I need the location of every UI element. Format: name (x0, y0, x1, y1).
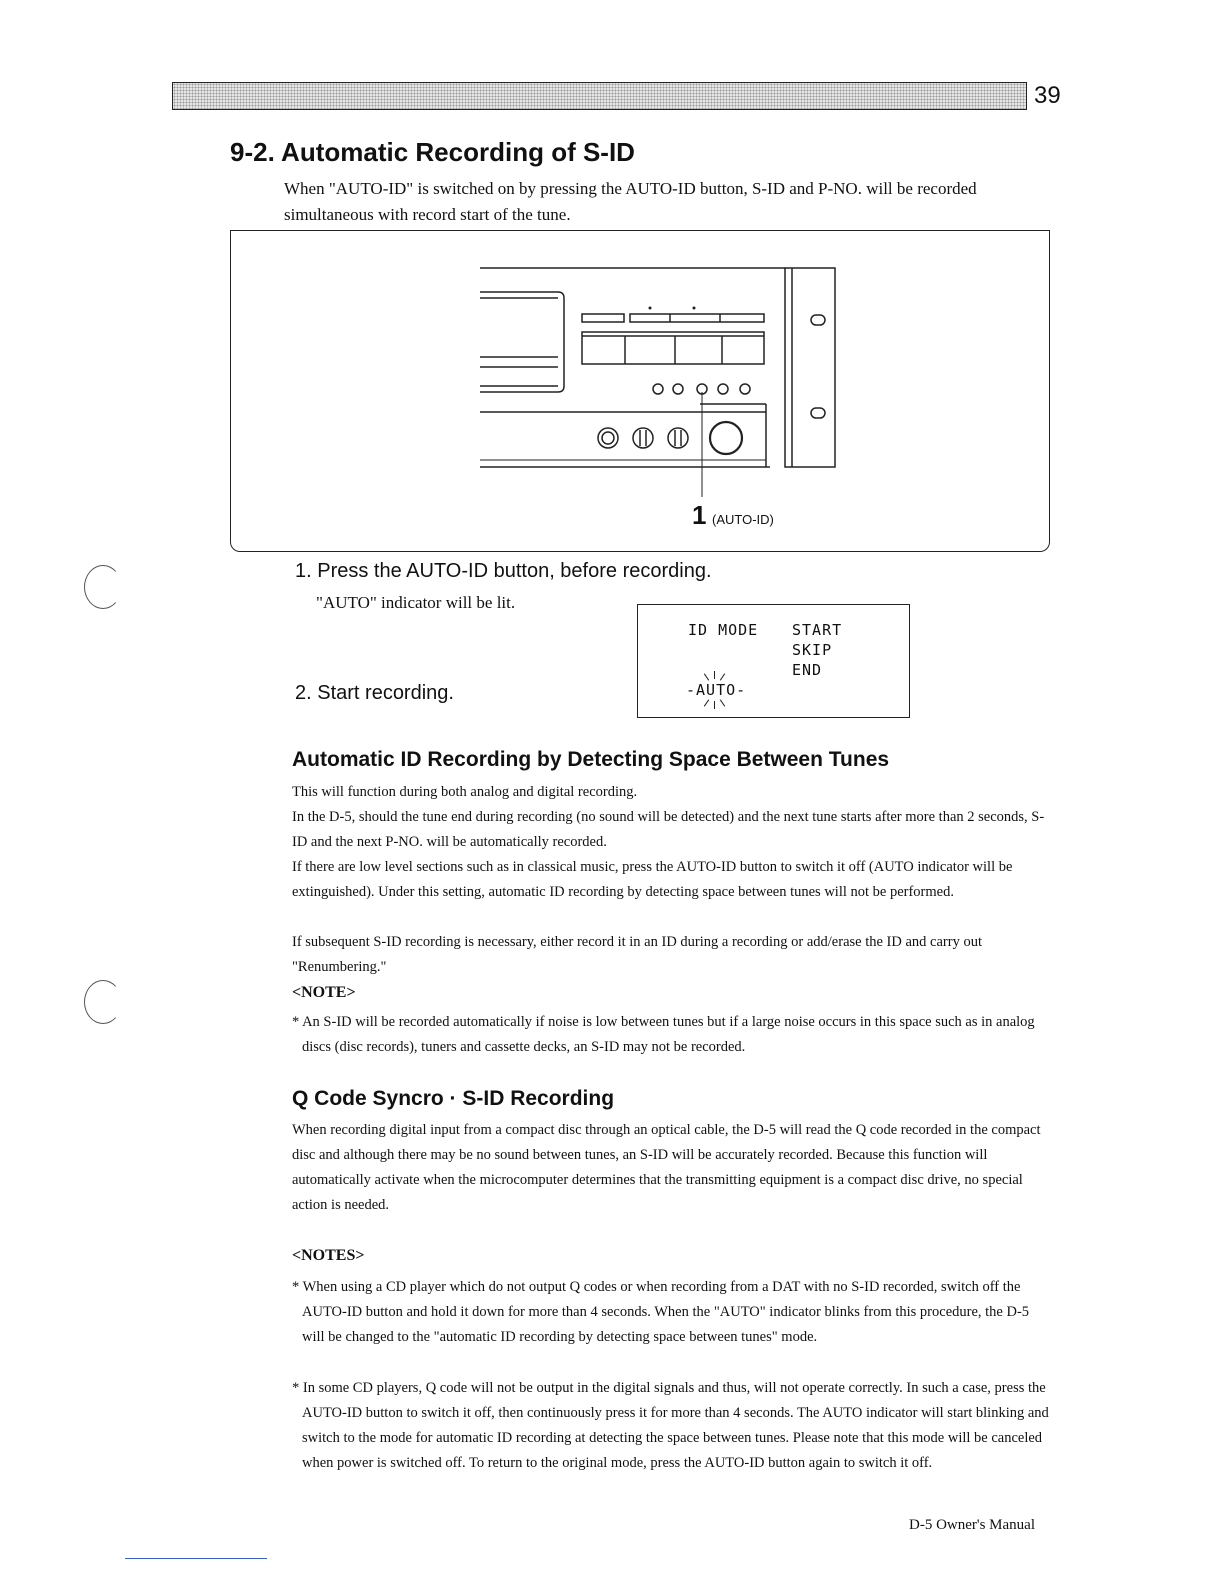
blink-ray-icon (720, 673, 725, 680)
qcode-p1: When recording digital input from a compact disc through an optical cable, the D-5 will read the Q code recorded in the compact disc and although there may be no sound between tunes, an S-ID will be accurately recorded. Because this function will automatically activate when the microcomputer determines that the transmitting equipment is a compact disc drive, no special action is needed. (292, 1122, 1041, 1213)
section-title: 9-2. Automatic Recording of S-ID (230, 137, 635, 167)
space-p3: If there are low level sections such as in classical music, press the AUTO-ID button to switch it off (AUTO indicator will be extinguished). Under this setting, automatic ID recording by detecting space between tunes will not be performed. (292, 859, 1013, 900)
qcode-note-2: * In some CD players, Q code will not be output in the digital signals and thus, will not operate correctly. In such a case, press the AUTO-ID button to switch it off, then continuously press it for more than 4 seconds. The AUTO indicator will start blinking and switch to the mode for automatic ID recording at detecting the space between tunes. Please note that this mode will be canceled when power is switched off. To return to the original mode, press the AUTO-ID button again to switch it off. (292, 1380, 1049, 1471)
binder-hole-bottom (84, 980, 122, 1024)
footer: D-5 Owner's Manual (909, 1517, 1036, 1533)
blink-ray-icon (714, 701, 715, 709)
blink-ray-icon (720, 699, 725, 706)
blink-ray-icon (704, 673, 709, 680)
step-1-title: 1. Press the AUTO-ID button, before recording. (295, 560, 712, 582)
device-front-panel-illustration (470, 262, 840, 512)
qcode-section-title: Q Code Syncro · S-ID Recording (292, 1087, 615, 1110)
step-2-title: 2. Start recording. (295, 682, 454, 704)
header-bar (172, 82, 1027, 110)
space-p2: In the D-5, should the tune end during recording (no sound will be detected) and the next tune starts after more than 2 seconds, S-ID and the next P-NO. will be automatically recorded. (292, 809, 1045, 850)
callout-number: 1 (692, 500, 707, 530)
space-section-title: Automatic ID Recording by Detecting Space Between Tunes (292, 748, 890, 771)
step-1-note: "AUTO" indicator will be lit. (316, 593, 516, 612)
bottom-rule (125, 1558, 267, 1559)
space-note-head: <NOTE> (292, 984, 356, 1001)
callout-label: (AUTO-ID) (712, 512, 774, 527)
lcd-end: END (792, 661, 823, 679)
space-p4: If subsequent S-ID recording is necessary, either record it in an ID during a recording or add/erase the ID and carry out "Renumbering." (292, 934, 982, 975)
lcd-skip: SKIP (792, 641, 833, 659)
binder-hole-top (84, 565, 122, 609)
space-p1: This will function during both analog and digital recording. (292, 784, 638, 800)
lcd-start: START (792, 621, 843, 639)
qcode-note-1: * When using a CD player which do not output Q codes or when recording from a DAT with no S-ID recorded, switch off the AUTO-ID button and hold it down for more than 4 seconds. When the "AUTO" indicator blinks from this procedure, the D-5 will be changed to the "automatic ID recording by detecting space between tunes" mode. (292, 1279, 1030, 1345)
lcd-auto-indicator: -AUTO- (686, 681, 747, 699)
lcd-id-mode: ID MODE (688, 621, 759, 639)
blink-ray-icon (714, 671, 715, 679)
qcode-notes-head: <NOTES> (292, 1247, 365, 1264)
lcd-display (637, 604, 910, 718)
intro-text: When "AUTO-ID" is switched on by pressing the AUTO-ID button, S-ID and P-NO. will be recorded simultaneous with record start of the tune. (284, 179, 977, 224)
blink-ray-icon (704, 699, 709, 706)
space-note-1: * An S-ID will be recorded automatically if noise is low between tunes but if a large noise occurs in this space such as in analog discs (disc records), tuners and cassette decks, an S-ID may not be recorded. (292, 1014, 1035, 1055)
page-number: 39 (1034, 82, 1061, 109)
